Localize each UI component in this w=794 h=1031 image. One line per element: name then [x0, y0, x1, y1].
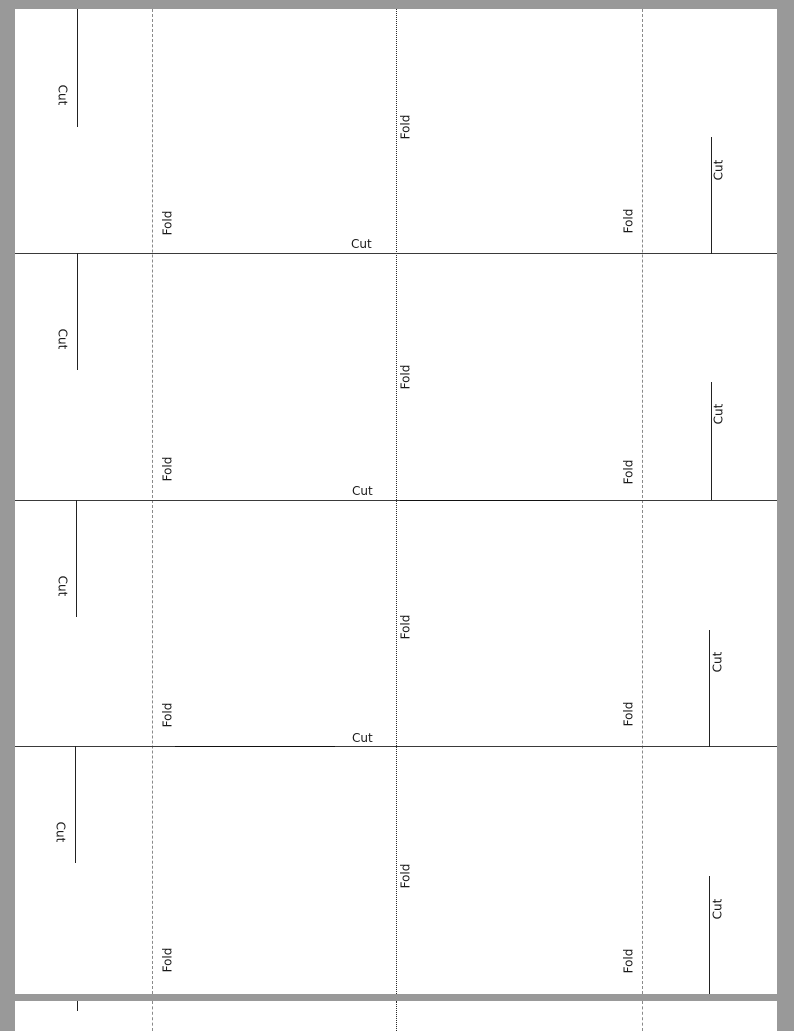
cut-line-horizontal-1 — [15, 253, 777, 254]
cut-mark-left-1 — [77, 9, 78, 127]
cut-line-horizontal-3 — [15, 746, 777, 747]
cut-mark-right-2 — [711, 382, 712, 500]
cut-mark-next-page — [77, 1001, 78, 1011]
cut-label: Cut — [53, 821, 68, 843]
fold-line-left — [152, 9, 153, 994]
fold-label: Fold — [160, 702, 175, 728]
cut-line-horizontal-2-accent — [400, 500, 570, 501]
cut-label: Cut — [710, 651, 725, 673]
fold-label: Fold — [398, 863, 413, 889]
fold-label: Fold — [160, 210, 175, 236]
fold-label: Fold — [621, 208, 636, 234]
fold-label: Fold — [398, 364, 413, 390]
fold-label: Fold — [621, 459, 636, 485]
cut-line-horizontal-2 — [15, 500, 777, 501]
fold-label: Fold — [621, 948, 636, 974]
cut-mark-right-3 — [709, 630, 710, 747]
fold-line-center — [396, 9, 397, 994]
fold-label: Fold — [398, 114, 413, 140]
cut-mark-right-4 — [709, 876, 710, 994]
cut-line-horizontal-3-accent — [175, 746, 335, 747]
cut-label: Cut — [710, 898, 725, 920]
fold-line-left-next — [152, 1001, 153, 1031]
cut-label: Cut — [711, 403, 726, 425]
fold-label: Fold — [160, 947, 175, 973]
fold-line-right — [642, 9, 643, 994]
cut-mark-left-2 — [77, 253, 78, 370]
fold-label: Fold — [160, 456, 175, 482]
cut-label: Cut — [711, 159, 726, 181]
cut-label: Cut — [55, 328, 70, 350]
fold-label: Fold — [398, 614, 413, 640]
cut-mark-left-4 — [75, 746, 76, 863]
fold-line-center-next — [396, 1001, 397, 1031]
cut-label: Cut — [55, 575, 70, 597]
cut-label: Cut — [351, 237, 372, 251]
cut-label: Cut — [352, 731, 373, 745]
fold-line-right-next — [642, 1001, 643, 1031]
cut-mark-right-1 — [711, 137, 712, 254]
cut-mark-left-3 — [76, 500, 77, 617]
fold-label: Fold — [621, 701, 636, 727]
printable-page — [15, 9, 777, 994]
cut-label: Cut — [352, 484, 373, 498]
cut-label: Cut — [55, 84, 70, 106]
next-page-edge — [15, 1001, 777, 1031]
